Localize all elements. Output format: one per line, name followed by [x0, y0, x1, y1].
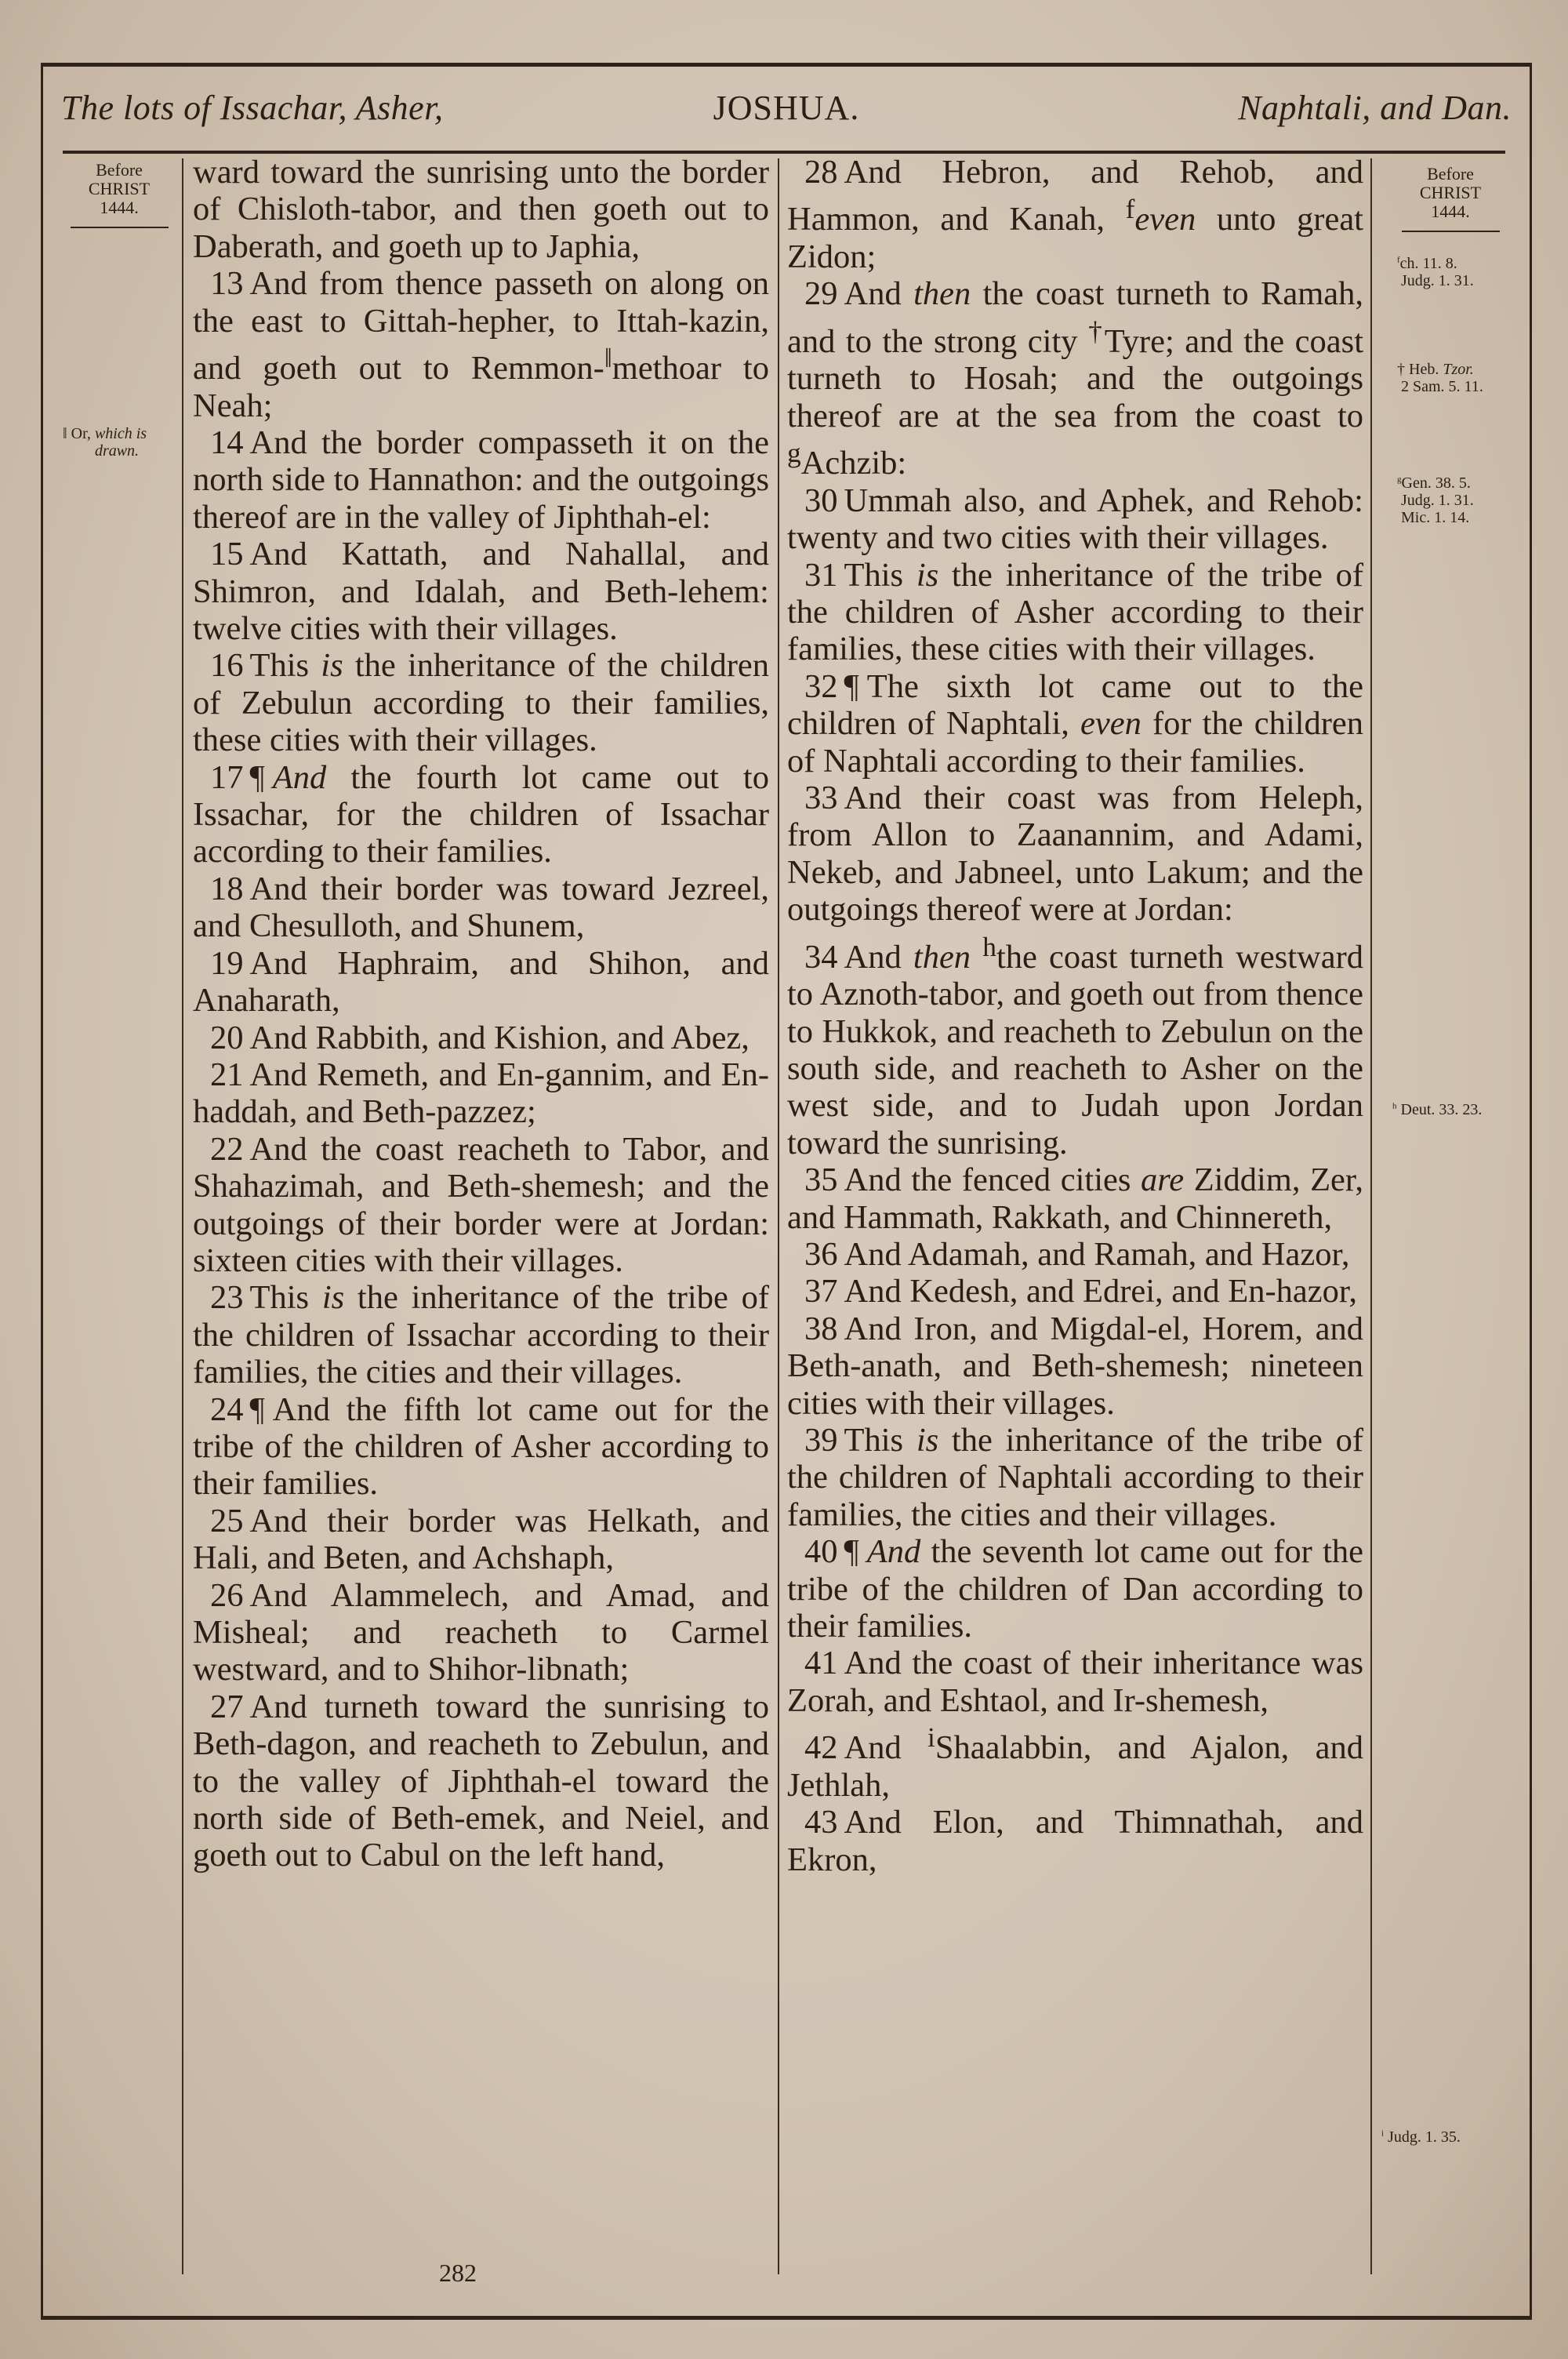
verse-number: 22 [210, 1130, 244, 1168]
verse-number: 35 [804, 1161, 838, 1199]
pilcrow-icon: ¶ [844, 1533, 859, 1571]
cross-reference-h [1392, 1101, 1482, 1118]
verse-text: And [844, 938, 913, 976]
verse-text: And the fifth lot came out for the tribe of the children of Asher according to their families. [193, 1390, 769, 1503]
verse-number: 24 [210, 1390, 244, 1428]
verse-text: And Alammelech, and Amad, and Misheal; and reacheth to Carmel westward, and to Shihor-libnath; [193, 1576, 769, 1688]
ref-mark: i [1381, 2128, 1385, 2139]
verse-number: 37 [804, 1273, 838, 1310]
ref-mark: f [1397, 255, 1400, 265]
verse-text: And their border was Helkath, and Hali, and Beten, and Achshaph, [193, 1502, 769, 1577]
running-head [61, 85, 1512, 140]
verse-15 [193, 536, 769, 647]
verse-number: 34 [804, 938, 838, 976]
reference-mark: f [1125, 193, 1135, 225]
verse-text: And the coast reacheth to Tabor, and Shahazimah, and Beth-shemesh; and the outgoings of their border were at Jordan: sixteen cities with their villages. [193, 1130, 769, 1279]
verse-text: And [844, 1729, 928, 1767]
verse-text: Tyre; and the coast turneth to Hosah; and the outgoings thereof are at the sea from the coast to [787, 322, 1363, 434]
date-label-before: Before [96, 160, 143, 180]
verse-number: 26 [210, 1576, 244, 1614]
verse-number: 14 [210, 424, 244, 461]
verse-text: unto great Zidon; [787, 201, 1363, 275]
pilcrow-icon: ¶ [249, 758, 265, 796]
verse-text: methoar to Neah; [193, 350, 769, 424]
verse-42 [787, 1719, 1363, 1804]
verse-number: 25 [210, 1502, 244, 1539]
reference-mark: i [927, 1721, 935, 1754]
verse-continuation: ward toward the sunrising unto the border of Chisloth-tabor, and then goeth out to Daberath, and goeth up to Japhia, [193, 154, 769, 265]
verse-43 [787, 1804, 1363, 1878]
verse-19 [193, 945, 769, 1020]
verse-text: And Kedesh, and Edrei, and En-hazor, [844, 1273, 1357, 1310]
verse-21 [193, 1056, 769, 1131]
verse-number: 42 [804, 1729, 838, 1767]
ref-italic: Tzor. [1443, 361, 1474, 378]
verse-text: And Adamah, and Ramah, and Hazor, [844, 1236, 1350, 1273]
verse-number: 21 [210, 1056, 244, 1093]
verse-text: the inheritance of the tribe of the children of Asher according to their families, these cities with their villages. [787, 556, 1363, 668]
verse-14 [193, 424, 769, 536]
verse-text: the inheritance of the tribe of the children of Naphtali according to their families, the cities and their villages. [787, 1422, 1363, 1533]
reference-mark: h [982, 930, 996, 962]
italic-word: And [272, 758, 327, 796]
verse-number: 19 [210, 944, 244, 982]
verse-text: Ziddim, Zer, and Hammath, Rakkath, and Chinnereth, [787, 1161, 1363, 1236]
verse-text: the coast turneth westward to Aznoth-tabor, and goeth out from thence to Hukkok, and reacheth to Zebulun on the south side, and reacheth to Asher on the west side, and to Judah upon Jordan toward the sunrising. [787, 938, 1363, 1161]
verse-text: And the coast of their inheritance was Zorah, and Eshtaol, and Ir-shemesh, [787, 1645, 1363, 1719]
verse-30 [787, 482, 1363, 557]
note-text: Or, [71, 425, 91, 442]
verse-text: And Elon, and Thimnathah, and Ekron, [787, 1804, 1363, 1878]
pilcrow-icon: ¶ [844, 667, 859, 705]
cross-reference-f [1397, 255, 1474, 289]
verse-number: 13 [210, 265, 244, 303]
verse-37 [787, 1273, 1363, 1310]
verse-text: And Kattath, and Nahallal, and Shimron, and Idalah, and Beth-lehem: twelve cities with their villages. [193, 536, 769, 648]
ref-mark: h [1392, 1101, 1397, 1111]
running-head-right: Naphtali, and Dan. [1238, 89, 1512, 127]
verse-13 [193, 265, 769, 424]
verse-number: 39 [804, 1422, 838, 1459]
italic-word: And [866, 1533, 921, 1571]
verse-text: Achzib: [800, 445, 907, 482]
ref-mark: † [1397, 361, 1405, 378]
verse-text: And Haphraim, and Shihon, and Anaharath, [193, 944, 769, 1020]
italic-word: is [321, 1279, 345, 1317]
ref-line: Judg. 1. 31. [1401, 492, 1474, 509]
verse-23 [193, 1279, 769, 1390]
note-mark: ‖ [63, 425, 67, 442]
verse-text: And Iron, and Migdal-el, Horem, and Beth-anath, and Beth-shemesh; nineteen cities with their villages. [787, 1310, 1363, 1422]
verse-31 [787, 557, 1363, 668]
verse-34 [787, 929, 1363, 1162]
verse-20 [193, 1020, 769, 1056]
page-number: 282 [439, 2259, 477, 2287]
verse-text: This [844, 556, 916, 594]
verse-number: 20 [210, 1019, 244, 1056]
left-margin-date [64, 161, 174, 228]
italic-word: even [1134, 201, 1196, 238]
verse-29 [787, 275, 1363, 482]
verse-text: And the fenced cities [844, 1161, 1142, 1199]
margin-note-or-which [63, 425, 158, 460]
verse-number: 23 [210, 1279, 244, 1317]
ref-line: Judg. 1. 31. [1401, 272, 1474, 289]
verse-36 [787, 1236, 1363, 1273]
column-rule-center [778, 158, 779, 2274]
reference-mark: g [787, 437, 801, 469]
right-margin-date [1380, 165, 1521, 232]
verse-text: And from thence passeth on along on the east to Gittah-hepher, to Ittah-kazin, and goeth out to Remmon- [193, 265, 769, 387]
running-head-left: The lots of Issachar, Asher, [61, 89, 444, 127]
ref-line: Heb. [1409, 361, 1439, 378]
verse-27 [193, 1688, 769, 1874]
verse-number: 18 [210, 870, 244, 907]
verse-number: 17 [210, 758, 244, 796]
italic-word: is [916, 1422, 939, 1459]
verse-text: Shaalabbin, and Ajalon, and Jethlah, [787, 1729, 1363, 1804]
ref-line: Judg. 1. 35. [1388, 2128, 1461, 2146]
verse-number: 38 [804, 1310, 838, 1347]
verse-33 [787, 780, 1363, 929]
italic-word: then [913, 938, 971, 976]
verse-16 [193, 647, 769, 758]
verse-number: 15 [210, 536, 244, 573]
verse-text: the coast turneth to Ramah, and to the strong city [787, 275, 1363, 360]
verse-number: 29 [804, 275, 838, 313]
date-year: 1444. [100, 198, 139, 217]
ref-line: 2 Sam. 5. 11. [1401, 378, 1483, 395]
verse-text: And turneth toward the sunrising to Beth-dagon, and reacheth to Zebulun, and to the valley of Jiphthah-el toward the north side of Beth-emek, and Neiel, and goeth out to Cabul on the left hand, [193, 1688, 769, 1874]
verse-number: 32 [804, 667, 838, 705]
date-year: 1444. [1431, 202, 1470, 221]
verse-25 [193, 1503, 769, 1577]
verse-text: And Hebron, and Rehob, and Hammon, and Kanah, [787, 154, 1363, 238]
verse-41 [787, 1645, 1363, 1719]
date-label-before: Before [1427, 164, 1474, 184]
verse-35 [787, 1161, 1363, 1236]
verse-38 [787, 1310, 1363, 1422]
column-rule-right [1370, 158, 1372, 2274]
verse-number: 43 [804, 1804, 838, 1841]
verse-number: 40 [804, 1533, 838, 1571]
verse-text: This [844, 1422, 916, 1459]
date-rule [71, 227, 169, 228]
ref-line: ch. 11. 8. [1399, 255, 1457, 272]
verse-28 [787, 154, 1363, 275]
cross-reference-dagger [1397, 361, 1483, 395]
ref-mark: g [1397, 474, 1402, 485]
italic-word: even [1080, 705, 1142, 743]
text-column-left [193, 154, 769, 1874]
cross-reference-i [1381, 2128, 1461, 2146]
verse-text: for the children of Naphtali according to their families. [787, 705, 1363, 780]
verse-number: 41 [804, 1645, 838, 1682]
verse-39 [787, 1422, 1363, 1533]
verse-text: the inheritance of the children of Zebulun according to their families, these cities with their villages. [193, 647, 769, 759]
verse-text: The sixth lot came out to the children of Naphtali, [787, 667, 1363, 743]
verse-number: 30 [804, 482, 838, 519]
verse-18 [193, 871, 769, 945]
verse-text: the inheritance of the tribe of the children of Issachar according to their families, the cities and their villages. [193, 1279, 769, 1391]
italic-word: is [916, 556, 939, 594]
verse-text: This [249, 1279, 322, 1317]
verse-number: 27 [210, 1688, 244, 1725]
verse-text: And their border was toward Jezreel, and Chesulloth, and Shunem, [193, 870, 769, 945]
verse-text: And Rabbith, and Kishion, and Abez, [249, 1019, 750, 1056]
text-column-right [787, 154, 1363, 1878]
note-italic: which is drawn. [94, 425, 147, 460]
verse-number: 28 [804, 154, 838, 191]
verse-text: the fourth lot came out to Issachar, for the children of Issachar according to their families. [193, 758, 769, 871]
verse-text: And Remeth, and En-gannim, and En-haddah, and Beth-pazzez; [193, 1056, 769, 1131]
verse-text: This [249, 647, 321, 685]
date-label-christ: CHRIST [1419, 183, 1482, 202]
verse-24 [193, 1391, 769, 1503]
verse-number: 33 [804, 779, 838, 816]
column-rule-left [182, 158, 183, 2274]
verse-number: 36 [804, 1236, 838, 1273]
verse-22 [193, 1131, 769, 1280]
ref-line: Mic. 1. 14. [1401, 509, 1470, 526]
italic-word: are [1141, 1161, 1185, 1199]
italic-word: then [913, 275, 971, 313]
verse-number: 16 [210, 647, 244, 685]
verse-number: 31 [804, 556, 838, 594]
verse-text: the seventh lot came out for the tribe of the children of Dan according to their families. [787, 1533, 1363, 1645]
verse-26 [193, 1577, 769, 1688]
verse-text [971, 939, 982, 976]
verse-text: And [844, 275, 914, 313]
date-label-christ: CHRIST [88, 179, 151, 198]
pilcrow-icon: ¶ [249, 1390, 265, 1428]
verse-text: And their coast was from Heleph, from Allon to Zaanannim, and Adami, Nekeb, and Jabneel, unto Lakum; and the outgoings thereof were at Jordan: [787, 779, 1363, 929]
verse-17 [193, 759, 769, 871]
verse-32 [787, 668, 1363, 780]
verse-40 [787, 1533, 1363, 1645]
date-rule [1402, 231, 1500, 232]
verse-text: And the border compasseth it on the north side to Hannathon: and the outgoings thereof are in the valley of Jiphthah-el: [193, 424, 769, 536]
ref-line: Deut. 33. 23. [1400, 1101, 1483, 1118]
verse-text: Ummah also, and Aphek, and Rehob: twenty and two cities with their villages. [787, 482, 1363, 557]
ref-line: Gen. 38. 5. [1401, 474, 1471, 492]
reference-mark: † [1088, 314, 1105, 347]
italic-word: is [321, 647, 343, 685]
cross-reference-g [1397, 474, 1474, 526]
running-head-book-title: JOSHUA. [713, 89, 860, 127]
reference-mark: ‖ [604, 342, 612, 374]
